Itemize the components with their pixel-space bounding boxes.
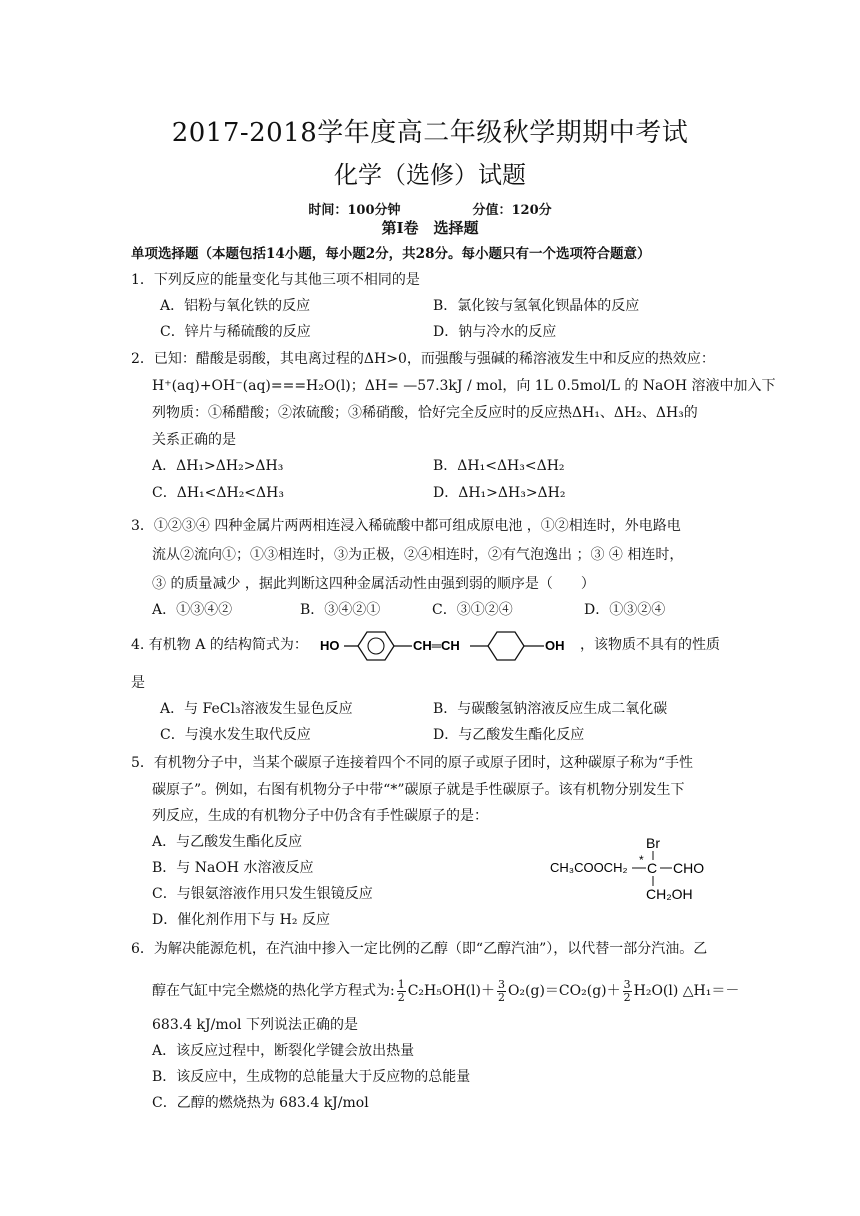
mol-chiral-star: * [639, 853, 644, 867]
q4-option-c: C．与溴水发生取代反应 [160, 727, 311, 743]
q5-option-c: C．与银氨溶液作用只发生银镜反应 [152, 886, 373, 902]
q1-stem: 1．下列反应的能量变化与其他三项不相同的是 [131, 272, 420, 288]
q4-option-a: A．与 FeCl₃溶液发生显色反应 [160, 701, 353, 717]
q5-chiral-molecule [546, 830, 736, 906]
q5-option-b: B．与 NaOH 水溶液反应 [152, 860, 314, 876]
cyclohexane-ring-icon [488, 632, 524, 660]
mol-left-group: CH₃COOCH₂ [550, 860, 628, 875]
q2-line-1: 2．已知：醋酸是弱酸，其电离过程的ΔH>0，而强酸与强碱的稀溶液发生中和反应的热效应： [131, 351, 715, 367]
q2-option-b: B．ΔH₁<ΔH₃<ΔH₂ [433, 458, 565, 474]
q4-oh-label: OH [545, 638, 565, 653]
q4-option-d: D．与乙酸发生酯化反应 [433, 727, 585, 743]
q4-stem-suffix: ，该物质不具有的性质 [580, 637, 720, 653]
q1-option-a: A．铝粉与氧化铁的反应 [160, 298, 311, 314]
q4-ch-label: CH═CH [413, 638, 460, 653]
q2-line-2: H⁺(aq)+OH⁻(aq)===H₂O(l)；ΔH= —57.3kJ / mol，向 1L 0.5mol/L 的 NaOH 溶液中加入下 [152, 378, 776, 394]
q3-option-b: B．③④②① [300, 602, 381, 618]
q6-line-1: 6．为解决能源危机，在汽油中掺入一定比例的乙醇（即“乙醇汽油”），以代替一部分汽油。乙 [131, 941, 708, 957]
q5-line-2: 碳原子”。例如，右图有机物分子中带“*”碳原子就是手性碳原子。该有机物分别发生下 [152, 782, 685, 798]
mol-central-carbon: C [647, 860, 658, 876]
mol-bottom-group: CH₂OH [646, 886, 693, 902]
q6-equation-line [152, 976, 739, 1006]
q1-option-b: B．氯化铵与氢氧化钡晶体的反应 [433, 298, 640, 314]
q6-line-3: 683.4 kJ/mol 下列说法正确的是 [152, 1017, 358, 1033]
q4-structure-formula [318, 625, 576, 667]
section-instruction: 单项选择题（本题包括14小题，每小题2分，共28分。每小题只有一个选项符合题意） [131, 246, 651, 262]
q3-option-c: C．③①②④ [432, 602, 513, 618]
q4-ho-label: HO [320, 638, 340, 653]
q6-option-a: A．该反应过程中，断裂化学键会放出热量 [152, 1043, 415, 1059]
q6-fraction-3: $\frac{3}{2}$ [623, 977, 631, 1004]
q6-equation-prefix: 醇在气缸中完全燃烧的热化学方程式为: [152, 983, 395, 999]
mol-right-group: CHO [673, 860, 705, 876]
q4-line-2: 是 [131, 675, 145, 691]
q6-equation-part-c: H₂O(l) △H₁＝－ [633, 983, 740, 999]
q6-option-b: B．该反应中，生成物的总能量大于反应物的总能量 [152, 1069, 471, 1085]
q5-option-a: A．与乙酸发生酯化反应 [152, 834, 303, 850]
q2-line-4: 关系正确的是 [152, 432, 236, 448]
q3-option-a: A．①③④② [152, 602, 233, 618]
exam-time: 时间：100分钟 [308, 203, 401, 218]
q3-line-2: 流从②流向①；①③相连时，③为正极，②④相连时，②有气泡逸出 ；③ ④ 相连时， [152, 547, 684, 563]
q4-stem-prefix: 4. 有机物 A 的结构简式为： [131, 637, 308, 653]
q4-option-b: B．与碳酸氢钠溶液反应生成二氧化碳 [433, 701, 668, 717]
exam-meta [0, 199, 860, 218]
q6-option-c: C．乙醇的燃烧热为 683.4 kJ/mol [152, 1095, 369, 1111]
exam-title: 2017-2018学年度高二年级秋学期期中考试 [171, 118, 689, 148]
q2-line-3: 列物质：①稀醋酸；②浓硫酸；③稀硝酸，恰好完全反应时的反应热ΔH₁、ΔH₂、ΔH₃的 [152, 405, 698, 421]
q6-equation-part-a: C₂H₅OH(l)＋ [407, 983, 495, 999]
q3-line-3: ③ 的质量减少 ，据此判断这四种金属活动性由强到弱的顺序是（ ） [152, 576, 595, 592]
exam-score: 分值：120分 [472, 203, 552, 218]
q5-line-1: 5．有机物分子中，当某个碳原子连接着四个不同的原子或原子团时，这种碳原子称为“手性 [131, 755, 694, 771]
q2-option-a: A．ΔH₁>ΔH₂>ΔH₃ [152, 458, 284, 474]
q6-fraction-1: $\frac{1}{2}$ [397, 977, 405, 1004]
exam-subtitle: 化学（选修）试题 [334, 161, 526, 189]
q6-equation-part-b: O₂(g)＝CO₂(g)＋ [507, 983, 621, 999]
q3-line-1: 3．①②③④ 四种金属片两两相连浸入稀硫酸中都可组成原电池 ，①②相连时，外电路电 [131, 518, 681, 534]
q5-option-d: D．催化剂作用下与 H₂ 反应 [152, 912, 330, 928]
q6-fraction-2: $\frac{3}{2}$ [497, 977, 505, 1004]
q1-option-d: D．钠与冷水的反应 [433, 324, 557, 340]
benzene-ring-icon [358, 632, 394, 660]
mol-br-label: Br [646, 835, 660, 851]
section-heading: 第I卷 选择题 [381, 219, 479, 237]
q5-line-3: 列反应，生成的有机物分子中仍含有手性碳原子的是： [152, 808, 488, 824]
q2-option-c: C．ΔH₁<ΔH₂<ΔH₃ [152, 485, 284, 501]
q1-option-c: C．锌片与稀硫酸的反应 [160, 324, 311, 340]
q3-option-d: D．①③②④ [584, 602, 666, 618]
q2-option-d: D．ΔH₁>ΔH₃>ΔH₂ [433, 485, 566, 501]
